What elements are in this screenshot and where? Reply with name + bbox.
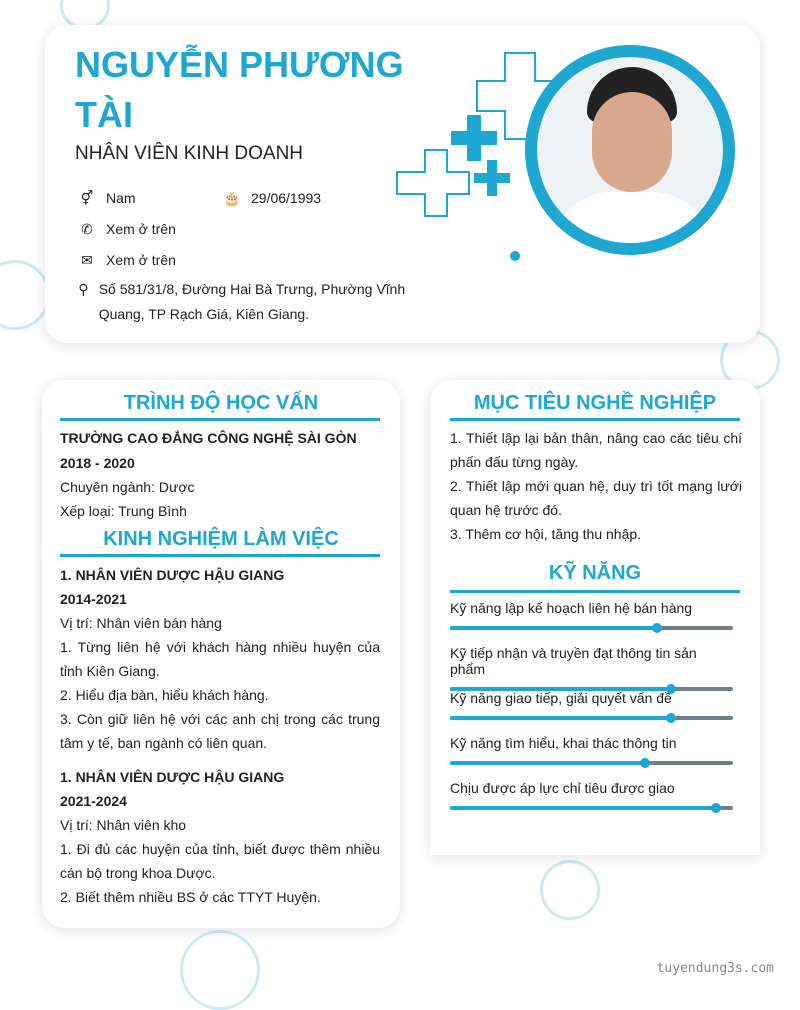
job-years: 2021-2024 [60, 793, 127, 809]
skills-heading: KỸ NĂNG [548, 562, 642, 584]
job-line: 2. Biết thêm nhiều BS ở các TTYT Huyện. [60, 889, 321, 905]
skill-bar-fill [450, 626, 657, 630]
profile-photo [525, 45, 735, 255]
skill-bar-fill [450, 761, 645, 765]
gender-row [78, 184, 136, 212]
email-row [78, 246, 176, 274]
skill-bar-knob [652, 623, 662, 633]
address-row [78, 277, 408, 327]
skill-item [450, 600, 733, 630]
skill-label: Chịu được áp lực chỉ tiêu được giao [450, 780, 675, 796]
job-position: Vị trí: Nhân viên kho [60, 817, 187, 833]
header-card [45, 25, 760, 343]
objective-line: 2. Thiết lập mới quan hệ, duy trì tốt mạng lưới quan hệ trước đó. [450, 478, 742, 518]
school-name: TRƯỜNG CAO ĐẲNG CÔNG NGHỆ SÀI GÒN [60, 430, 357, 446]
education-heading: TRÌNH ĐỘ HỌC VẤN [123, 392, 319, 414]
job-company: 1. NHÂN VIÊN DƯỢC HẬU GIANG [60, 769, 285, 785]
phone: Xem ở trên [106, 221, 176, 237]
skill-bar-fill [450, 806, 716, 810]
phone-icon: ✆ [81, 221, 93, 237]
skill-item [450, 645, 733, 691]
birthday-row [223, 184, 321, 212]
gender: Nam [106, 190, 136, 206]
skill-label: Kỹ tiếp nhận và truyền đạt thông tin sản phẩm [450, 645, 697, 677]
phone-row [78, 215, 176, 243]
skill-bar-fill [450, 716, 671, 720]
birthday: 29/06/1993 [251, 190, 322, 206]
objective-text [450, 426, 742, 546]
job-years: 2014-2021 [60, 591, 127, 607]
skill-item [450, 690, 733, 720]
experience-heading: KINH NGHIỆM LÀM VIỆC [103, 528, 339, 550]
email: Xem ở trên [106, 252, 176, 268]
job-title: NHÂN VIÊN KINH DOANH [75, 143, 304, 164]
objective-heading: MỤC TIÊU NGHỀ NGHIỆP [473, 392, 717, 414]
objective-line: 3. Thêm cơ hội, tăng thu nhập. [450, 526, 642, 542]
watermark: tuyendung3s.com [656, 961, 774, 976]
location-pin-icon: ⚲ [78, 281, 89, 297]
skill-label: Kỹ năng lập kế hoạch liên hệ bán hàng [450, 600, 693, 616]
left-column-card [42, 380, 400, 928]
job-line: 2. Hiểu địa bàn, hiểu khách hàng. [60, 687, 269, 703]
job-entry-2 [60, 765, 380, 909]
education-major: Chuyên ngành: Dược [60, 479, 195, 495]
education-grade: Xếp loại: Trung Bình [60, 503, 187, 519]
candidate-name: NGUYỄN PHƯƠNG TÀI [75, 44, 404, 135]
skill-bar [450, 716, 733, 720]
job-position: Vị trí: Nhân viên bán hàng [60, 615, 222, 631]
job-line: 1. Từng liên hệ với khách hàng nhiều huyện của tỉnh Kiên Giang. [60, 639, 380, 679]
education-years: 2018 - 2020 [60, 455, 135, 471]
skill-label: Kỹ năng giao tiếp, giải quyết vấn đề [450, 690, 672, 706]
job-company: 1. NHÂN VIÊN DƯỢC HẬU GIANG [60, 567, 285, 583]
skill-item [450, 780, 733, 810]
job-line: 1. Đi đủ các huyện của tỉnh, biết được thêm nhiều cán bộ trong khoa Dược. [60, 841, 380, 881]
skill-label: Kỹ năng tìm hiểu, khai thác thông tin [450, 735, 677, 751]
skill-bar-knob [640, 758, 650, 768]
address: Số 581/31/8, Đường Hai Bà Trưng, Phường Vĩnh Quang, TP Rạch Giá, Kiên Giang. [98, 281, 406, 322]
skill-bar [450, 626, 733, 630]
objective-line: 1. Thiết lập lại bản thân, nâng cao các tiêu chí phấn đấu từng ngày. [450, 430, 742, 470]
skill-item [450, 735, 733, 765]
right-column-card [430, 380, 760, 855]
job-entry-1 [60, 563, 380, 755]
skill-bar-knob [666, 713, 676, 723]
gender-icon: ⚥ [80, 190, 94, 206]
skill-bar [450, 806, 733, 810]
cake-icon: 🎂 [223, 190, 241, 206]
skill-bar [450, 761, 733, 765]
envelope-icon: ✉ [81, 252, 93, 268]
skill-bar-knob [711, 803, 721, 813]
job-line: 3. Còn giữ liên hệ với các anh chị trong các trung tâm y tế, ban ngành có liên quan. [60, 711, 380, 751]
